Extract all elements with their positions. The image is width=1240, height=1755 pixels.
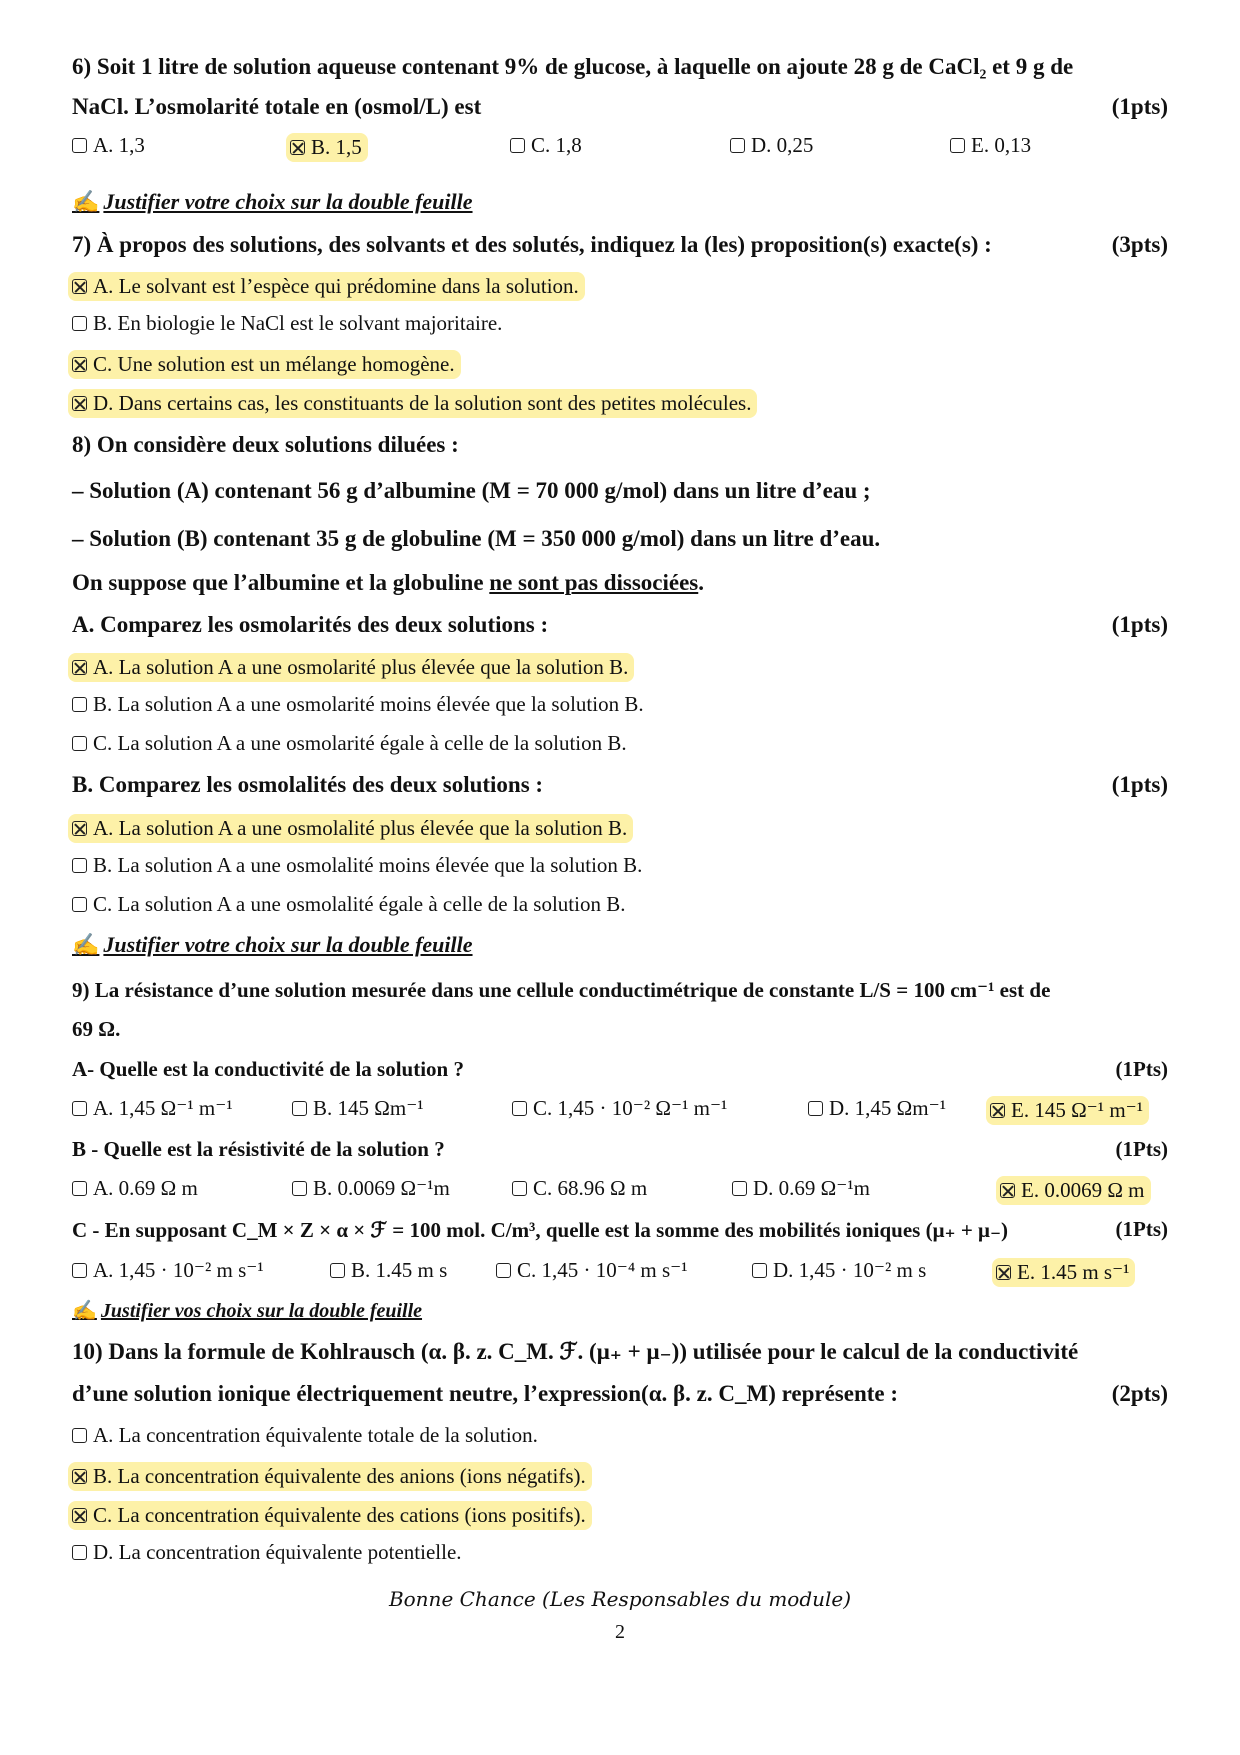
q7-option-c[interactable] [68,350,461,379]
q10-points: (2pts) [1111,1381,1168,1406]
q9b-points: (1Pts) [1115,1137,1168,1161]
checkbox-icon[interactable] [72,736,87,751]
checkbox-icon[interactable] [512,1101,527,1116]
checkbox-icon[interactable] [732,1181,747,1196]
option-label: D. La concentration équivalente potentielle. [93,1540,462,1564]
checkbox-icon[interactable] [72,1181,87,1196]
q6-option-a[interactable] [72,133,145,158]
option-label: A. 1,45 Ω⁻¹ m⁻¹ [93,1096,233,1120]
q9c-option-e[interactable] [992,1258,1135,1287]
q6-option-b[interactable] [286,133,368,162]
q7-option-a[interactable] [68,272,585,301]
option-label: C. 1,8 [531,133,582,157]
q10-option-c[interactable] [68,1501,592,1530]
q8b-option-c[interactable] [72,892,625,917]
checkbox-checked-icon[interactable] [72,396,87,411]
option-label: D. 1,45 Ωm⁻¹ [829,1096,946,1120]
q10-line2 [72,1381,1168,1407]
checkbox-icon[interactable] [330,1263,345,1278]
q8b-points: (1pts) [1111,772,1168,797]
option-label: E. 145 Ω⁻¹ m⁻¹ [1011,1098,1144,1122]
checkbox-icon[interactable] [72,138,87,153]
checkbox-checked-icon[interactable] [72,1508,87,1523]
q6-option-e[interactable] [950,133,1031,158]
q6-option-c[interactable] [510,133,582,158]
option-label: C. La solution A a une osmolarité égale à celle de la solution B. [93,731,627,755]
q6-option-d[interactable] [730,133,813,158]
option-label: A. 1,3 [93,133,145,157]
checkbox-checked-icon[interactable] [996,1265,1011,1280]
q8a-title [72,612,1168,638]
q9a-title [72,1057,1168,1082]
q9-justify [72,1298,1168,1323]
checkbox-icon[interactable] [752,1263,767,1278]
option-label: D. 0,25 [751,133,814,157]
checkbox-icon[interactable] [730,138,745,153]
option-label: A. La solution A a une osmolalité plus élevée que la solution B. [93,816,628,840]
q7-option-d[interactable] [68,389,757,418]
q9a-option-d[interactable] [808,1096,946,1121]
q9c-option-c[interactable] [496,1258,688,1283]
assumption-underlined: ne sont pas dissociées [489,570,699,595]
option-label: E. 0,13 [971,133,1032,157]
q10-option-b[interactable] [68,1462,592,1491]
option-label: B. La concentration équivalente des anions (ions négatifs). [93,1464,586,1488]
option-label: D. Dans certains cas, les constituants de la solution sont des petites molécules. [93,391,752,415]
justify-text: Justifier vos choix sur la double feuille [100,1300,423,1322]
checkbox-icon[interactable] [292,1181,307,1196]
option-label: B. La solution A a une osmolalité moins élevée que la solution B. [93,853,643,877]
q9c-title-text: C - En supposant C_M × Z × α × ℱ = 100 mol. C/m³, quelle est la somme des mobilités ioniques (μ₊ + μ₋) [72,1218,1009,1242]
option-label: A. 0.69 Ω m [93,1176,198,1200]
q9c-option-a[interactable] [72,1258,264,1283]
checkbox-icon[interactable] [72,897,87,912]
q8-justify [72,932,1168,958]
q8a-title-text: A. Comparez les osmolarités des deux solutions : [72,612,549,637]
checkbox-icon[interactable] [72,1263,87,1278]
option-label: C. 1,45 · 10⁻⁴ m s⁻¹ [517,1258,688,1282]
checkbox-icon[interactable] [72,697,87,712]
checkbox-checked-icon[interactable] [72,279,87,294]
option-label: E. 0.0069 Ω m [1021,1178,1145,1202]
option-label: A. Le solvant est l’espèce qui prédomine dans la solution. [93,274,579,298]
option-label: B. 145 Ωm⁻¹ [313,1096,424,1120]
q8b-title-text: B. Comparez les osmolalités des deux solutions : [72,772,544,797]
q9b-option-a[interactable] [72,1176,198,1201]
option-label: B. 1.45 m s [351,1258,448,1282]
checkbox-icon[interactable] [72,1545,87,1560]
q9a-points: (1Pts) [1115,1057,1168,1081]
checkbox-checked-icon[interactable] [72,357,87,372]
checkbox-icon[interactable] [950,138,965,153]
option-label: A. 1,45 · 10⁻² m s⁻¹ [93,1258,264,1282]
writing-hand-icon: ✍ [72,932,100,957]
checkbox-icon[interactable] [496,1263,511,1278]
option-label: C. 68.96 Ω m [533,1176,648,1200]
q8a-option-b[interactable] [72,692,644,717]
q9c-title [72,1217,1168,1243]
option-label: C. La solution A a une osmolalité égale à celle de la solution B. [93,892,626,916]
checkbox-checked-icon[interactable] [290,140,305,155]
q10-option-a[interactable] [72,1423,538,1448]
checkbox-checked-icon[interactable] [990,1103,1005,1118]
q8a-points: (1pts) [1111,612,1168,637]
q9b-title-text: B - Quelle est la résistivité de la solution ? [72,1137,445,1161]
q9-line1: 9) La résistance d’une solution mesurée dans une cellule conductimétrique de constante L/S = 100 cm⁻¹ est de [72,978,1051,1002]
q9a-option-e[interactable] [986,1096,1149,1125]
q6-justify [72,189,1168,215]
q10-option-d[interactable] [72,1540,462,1565]
checkbox-checked-icon[interactable] [1000,1183,1015,1198]
q8-assumption [72,570,1168,596]
q8-solution-b: – Solution (B) contenant 35 g de globuline (M = 350 000 g/mol) dans un litre d’eau. [72,526,881,551]
q8-solution-a: – Solution (A) contenant 56 g d’albumine (M = 70 000 g/mol) dans un litre d’eau ; [72,478,871,503]
checkbox-icon[interactable] [72,1101,87,1116]
q9c-points: (1Pts) [1115,1217,1168,1241]
option-label: B. La solution A a une osmolarité moins élevée que la solution B. [93,692,644,716]
q6-line2 [72,94,1168,120]
q8a-option-a[interactable] [68,653,634,682]
checkbox-icon[interactable] [510,138,525,153]
option-label: B. 1,5 [311,135,362,159]
option-label: E. 1.45 m s⁻¹ [1017,1260,1130,1284]
option-label: B. En biologie le NaCl est le solvant majoritaire. [93,311,503,335]
assumption-end: . [698,570,704,595]
q9-line2: 69 Ω. [72,1017,121,1041]
option-label: C. 1,45 · 10⁻² Ω⁻¹ m⁻¹ [533,1096,728,1120]
option-label: C. La concentration équivalente des cations (ions positifs). [93,1503,586,1527]
option-label: C. Une solution est un mélange homogène. [93,352,455,376]
q6-line1: 6) Soit 1 litre de solution aqueuse contenant 9% de glucose, à laquelle on ajoute 28 g de CaCl₂ et 9 g de [72,54,1074,79]
q7-title-text: 7) À propos des solutions, des solvants et des solutés, indiquez la (les) proposition(s) exacte(s) : [72,232,992,257]
option-label: D. 0.69 Ω⁻¹m [753,1176,870,1200]
checkbox-checked-icon[interactable] [72,821,87,836]
checkbox-icon[interactable] [512,1181,527,1196]
option-label: D. 1,45 · 10⁻² m s [773,1258,927,1282]
q8b-title [72,772,1168,798]
q9c-option-b[interactable] [330,1258,447,1283]
q8b-option-a[interactable] [68,814,633,843]
checkbox-icon[interactable] [808,1101,823,1116]
checkbox-icon[interactable] [72,316,87,331]
q10-line2-text: d’une solution ionique électriquement neutre, l’expression(α. β. z. C_M) représente : [72,1381,899,1406]
writing-hand-icon: ✍ [72,189,100,214]
checkbox-checked-icon[interactable] [72,1469,87,1484]
q9b-option-b[interactable] [292,1176,450,1201]
checkbox-icon[interactable] [72,1428,87,1443]
checkbox-icon[interactable] [292,1101,307,1116]
q6-points: (1pts) [1111,94,1168,119]
q9b-title [72,1137,1168,1162]
q9b-option-e[interactable] [996,1176,1151,1205]
writing-hand-icon: ✍ [72,1300,97,1322]
q7-points: (3pts) [1111,232,1168,257]
q8b-option-b[interactable] [72,853,642,878]
checkbox-icon[interactable] [72,858,87,873]
q9b-option-c[interactable] [512,1176,647,1201]
page-number: 2 [615,1621,625,1643]
checkbox-checked-icon[interactable] [72,660,87,675]
q9a-option-b[interactable] [292,1096,424,1121]
q10-line1: 10) Dans la formule de Kohlrausch (α. β. z. C_M. ℱ. (μ₊ + μ₋)) utilisée pour le calcul de la conductivité [72,1339,1079,1364]
q9b-option-d[interactable] [732,1176,870,1201]
q9c-option-d[interactable] [752,1258,926,1283]
assumption-text: On suppose que l’albumine et la globuline [72,570,490,595]
q9a-title-text: A- Quelle est la conductivité de la solution ? [72,1057,464,1081]
q8a-option-c[interactable] [72,731,627,756]
justify-text: Justifier votre choix sur la double feuille [103,932,473,957]
option-label: A. La solution A a une osmolarité plus élevée que la solution B. [93,655,629,679]
q8-title: 8) On considère deux solutions diluées : [72,432,459,457]
option-label: B. 0.0069 Ω⁻¹m [313,1176,450,1200]
footer-signature: Bonne Chance (Les Responsables du module) [388,1587,852,1611]
q9a-option-c[interactable] [512,1096,727,1121]
q7-title [72,232,1168,258]
q7-option-b[interactable] [72,311,502,336]
q9a-option-a[interactable] [72,1096,233,1121]
justify-text: Justifier votre choix sur la double feuille [103,189,473,214]
option-label: A. La concentration équivalente totale de la solution. [93,1423,538,1447]
q6-line2-text: NaCl. L’osmolarité totale en (osmol/L) est [72,94,482,119]
